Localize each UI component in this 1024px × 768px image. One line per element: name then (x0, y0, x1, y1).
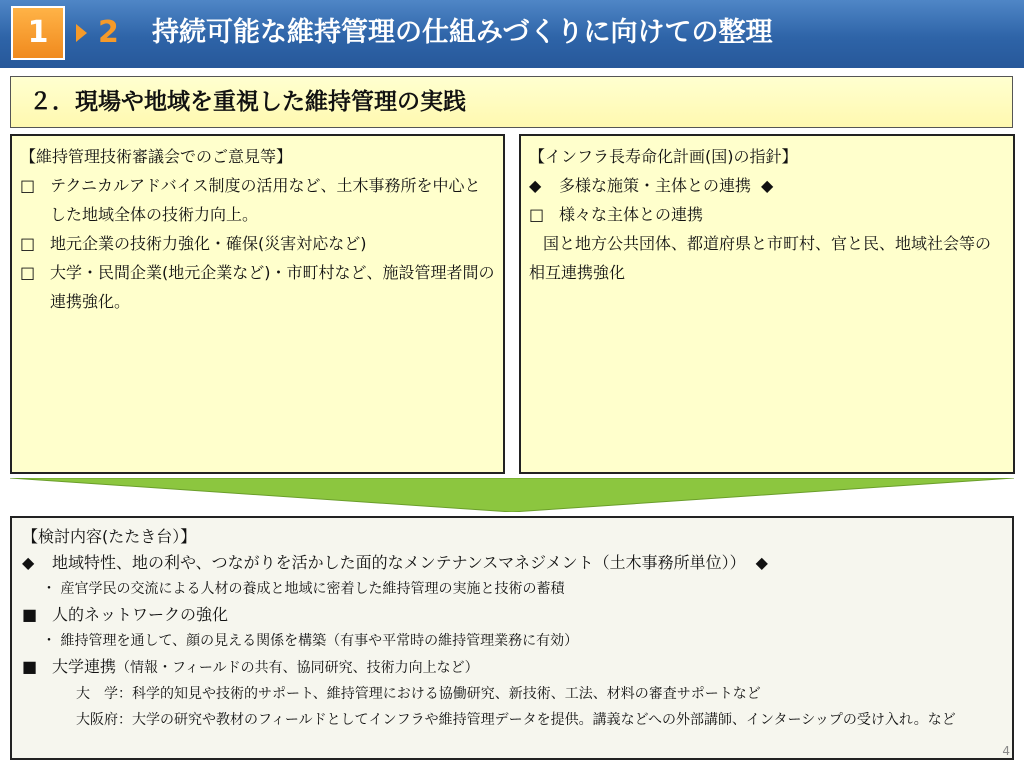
diamond-icon: ◆ (761, 176, 774, 195)
diamond-icon: ◆ (755, 553, 768, 572)
list-sub-item: 大阪府：大学の研究や教材のフィールドとしてインフラや維持管理データを提供。講義などへの外部講師、インターシップの受け入れ。など (76, 712, 956, 728)
list-sub-item: ・ 産官学民の交流による人材の養成と地域に密着した維持管理の実施と技術の蓄積 (42, 581, 565, 597)
study-content-box (10, 516, 1014, 760)
list-item-text: 大学・民間企業(地元企業など)・市町村など、施設管理者間の連携強化。 (50, 263, 495, 311)
list-item (20, 171, 495, 229)
list-item (22, 550, 1002, 576)
list-item-text: テクニカルアドバイス制度の活用など、土木事務所を中心とした地域全体の技術力向上。 (50, 176, 481, 224)
diamond-icon: ◆ (22, 553, 35, 572)
list-item-text: 人的ネットワークの強化 (52, 605, 229, 624)
study-content-heading: 【検討内容(たたき台）】 (22, 527, 197, 546)
list-item-text: 地元企業の技術力強化・確保(災害対応など) (50, 234, 367, 253)
down-arrow-icon (10, 478, 1014, 512)
list-item-detail (529, 229, 1005, 287)
checkbox-icon: □ (529, 205, 545, 224)
list-item (529, 171, 1005, 200)
list-item (20, 229, 495, 258)
checkbox-icon: □ (20, 176, 36, 195)
step-badge-next: 2 (98, 15, 119, 50)
list-item (22, 654, 1002, 681)
council-opinions-heading: 【維持管理技術審議会でのご意見等】 (20, 147, 293, 166)
infrastructure-plan-heading: 【インフラ長寿命化計画(国)の指針】 (529, 147, 798, 166)
list-item-text: 多様な施策・主体との連携 (559, 176, 752, 195)
page-title: 持続可能な維持管理の仕組みづくりに向けての整理 (152, 17, 773, 48)
infrastructure-plan-box (519, 134, 1015, 474)
step-arrow-icon (76, 24, 87, 42)
list-item (20, 258, 495, 316)
list-item-note: （情報・フィールドの共有、協同研究、技術力向上など） (116, 660, 479, 676)
diamond-icon: ◆ (529, 176, 542, 195)
list-item (529, 200, 1005, 229)
list-item (22, 602, 1002, 628)
list-item-text: 国と地方公共団体、都道府県と市町村、官と民、地域社会等の相互連携強化 (529, 234, 992, 282)
list-item-text: 地域特性、地の利や、つながりを活かした面的なメンテナンスマネジメント（土木事務所単位）） (52, 553, 746, 572)
checkbox-icon: □ (20, 263, 36, 282)
list-sub-item: ・ 維持管理を通して、顔の見える関係を構築（有事や平常時の維持管理業務に有効） (42, 633, 579, 649)
council-opinions-box (10, 134, 505, 474)
section-title: ２．現場や地域を重視した維持管理の実践 (10, 76, 1013, 128)
square-bullet-icon: ■ (22, 605, 38, 624)
page-number: 4 (1002, 744, 1010, 758)
checkbox-icon: □ (20, 234, 36, 253)
header-bar (0, 0, 1024, 68)
list-sub-item: 大 学：科学的知見や技術的サポート、維持管理における協働研究、新技術、工法、材料の審査サポートなど (76, 686, 761, 702)
list-item-text: 様々な主体との連携 (559, 205, 704, 224)
list-item-text: 大学連携 (52, 657, 117, 676)
step-badge-current: 1 (11, 6, 65, 60)
square-bullet-icon: ■ (22, 657, 38, 676)
